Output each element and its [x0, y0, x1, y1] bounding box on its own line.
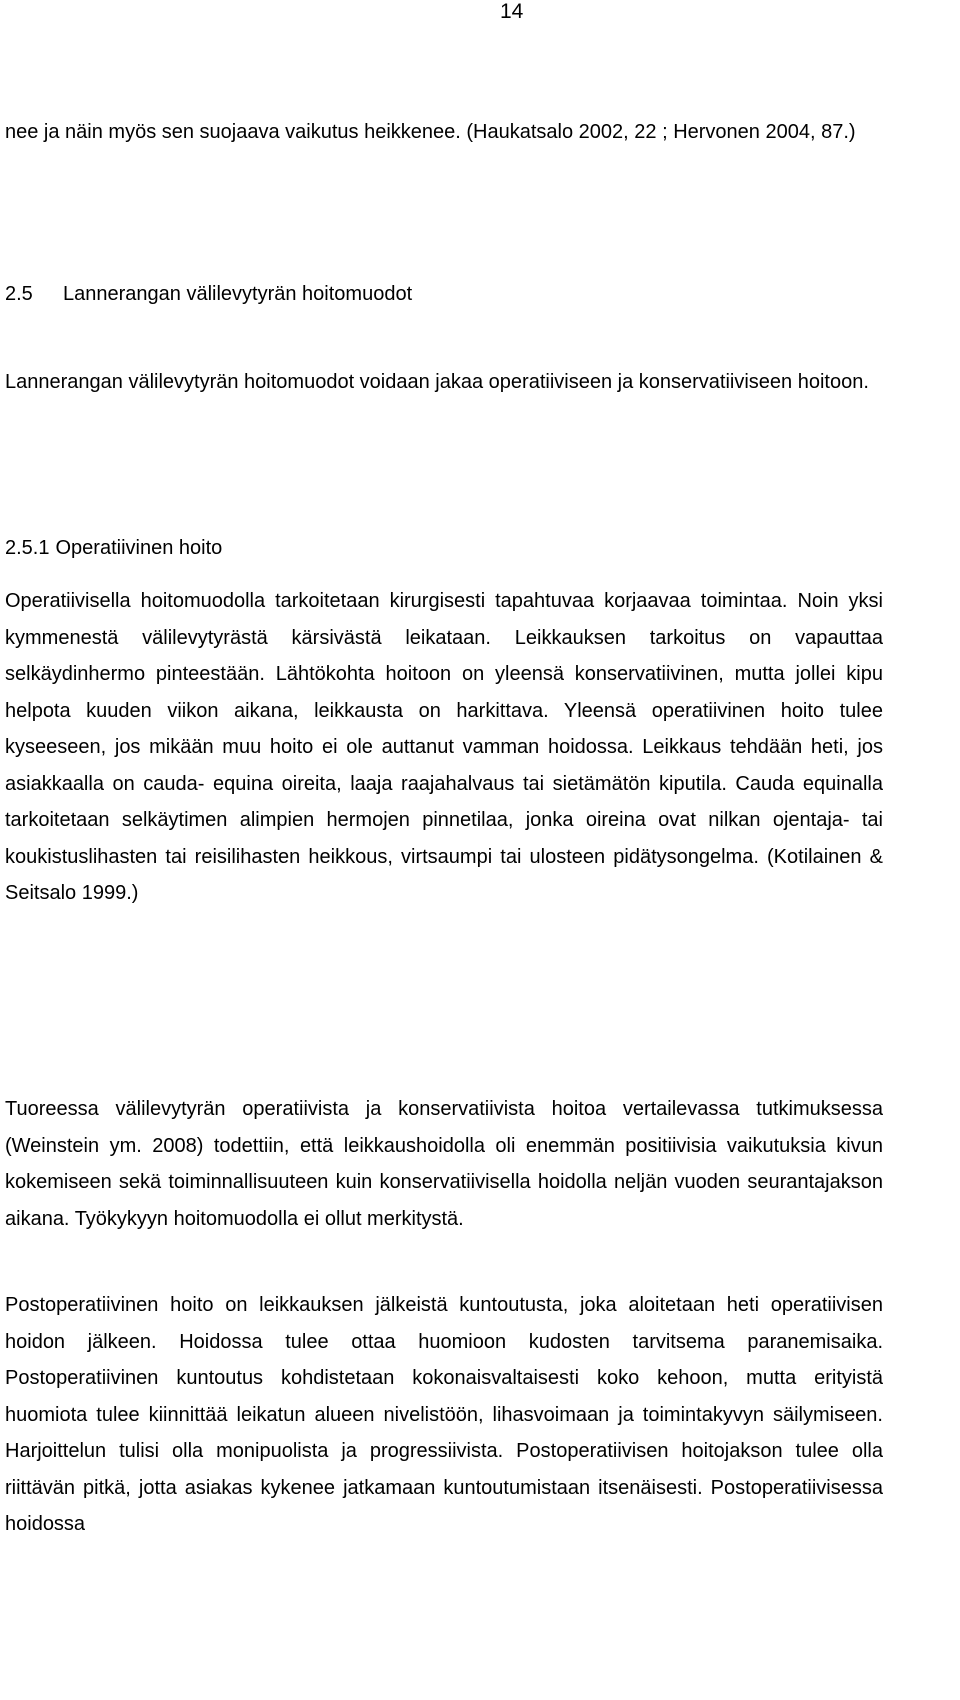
- paragraph-operative-treatment: Operatiivisella hoitomuodolla tarkoitetaan kirurgisesti tapahtuvaa korjaavaa toimintaa. Noin yksi kymmenestä välilevytyrästä kärsivästä leikataan. Leikkauksen tarkoitus on vapauttaa selkäydinhermo pinteestään. Lähtökohta hoitoon on yleensä konservatiivinen, mutta jollei kipu helpota kuuden viikon aikana, leikkausta on harkittava. Yleensä operatiivinen hoito tulee kyseeseen, jos mikään muu hoito ei ole auttanut vamman hoidossa. Leikkaus tehdään heti, jos asiakkaalla on cauda- equina oireita, laaja raajahalvaus tai sietämätön kiputila. Cauda equinalla tarkoitetaan selkäytimen alimpien hermojen pinnetilaa, jonka oireina ovat nilkan ojentaja- tai koukistuslihasten tai reisilihasten heikkous, virtsaumpi tai ulosteen pidätysongelma. (Kotilainen & Seitsalo 1999.): [5, 590, 883, 904]
- section-heading-2-5: [5, 276, 412, 312]
- section-title: Lannerangan välilevytyrän hoitomuodot: [63, 283, 413, 305]
- paragraph-postoperative: Postoperatiivinen hoito on leikkauksen jälkeistä kuntoutusta, joka aloitetaan heti operatiivisen hoidon jälkeen. Hoidossa tulee ottaa huomioon kudosten tarvitsema paranemisaika. Postoperatiivinen kuntoutus kohdistetaan kokonaisvaltaisesti koko kehoon, mutta erityistä huomiota tulee kiinnittää leikatun alueen nivelistöön, lihasvoimaan ja toimintakyvyn säilymiseen. Harjoittelun tulisi olla monipuolista ja progressiivista. Postoperatiivisen hoitojakson tulee olla riittävän pitkä, jotta asiakas kykenee jatkamaan kuntoutumistaan itsenäisesti. Postoperatiivisessa hoidossa: [5, 1294, 883, 1535]
- subsection-heading-2-5-1: [5, 530, 222, 566]
- paragraph-study-comparison: Tuoreessa välilevytyrän operatiivista ja konservatiivista hoitoa vertailevassa tutkimuksessa (Weinstein ym. 2008) todettiin, että leikkaushoidolla oli enemmän positiivisia vaikutuksia kivun kokemiseen sekä toiminnallisuuteen kuin konservatiivisella hoidolla neljän vuoden seurantajakson aikana. Työkykyyn hoitomuodolla ei ollut merkitystä.: [5, 1098, 883, 1230]
- paragraph-continuation: nee ja näin myös sen suojaava vaikutus heikkenee. (Haukatsalo 2002, 22 ; Hervonen 2004, 87.): [5, 121, 856, 143]
- section-number: 2.5: [5, 283, 33, 305]
- paragraph-treatment-intro: Lannerangan välilevytyrän hoitomuodot voidaan jakaa operatiiviseen ja konservatiiviseen hoitoon.: [5, 371, 869, 393]
- subsection-title: Operatiivinen hoito: [55, 537, 223, 559]
- subsection-number: 2.5.1: [5, 537, 50, 559]
- page-number: 14: [500, 0, 524, 23]
